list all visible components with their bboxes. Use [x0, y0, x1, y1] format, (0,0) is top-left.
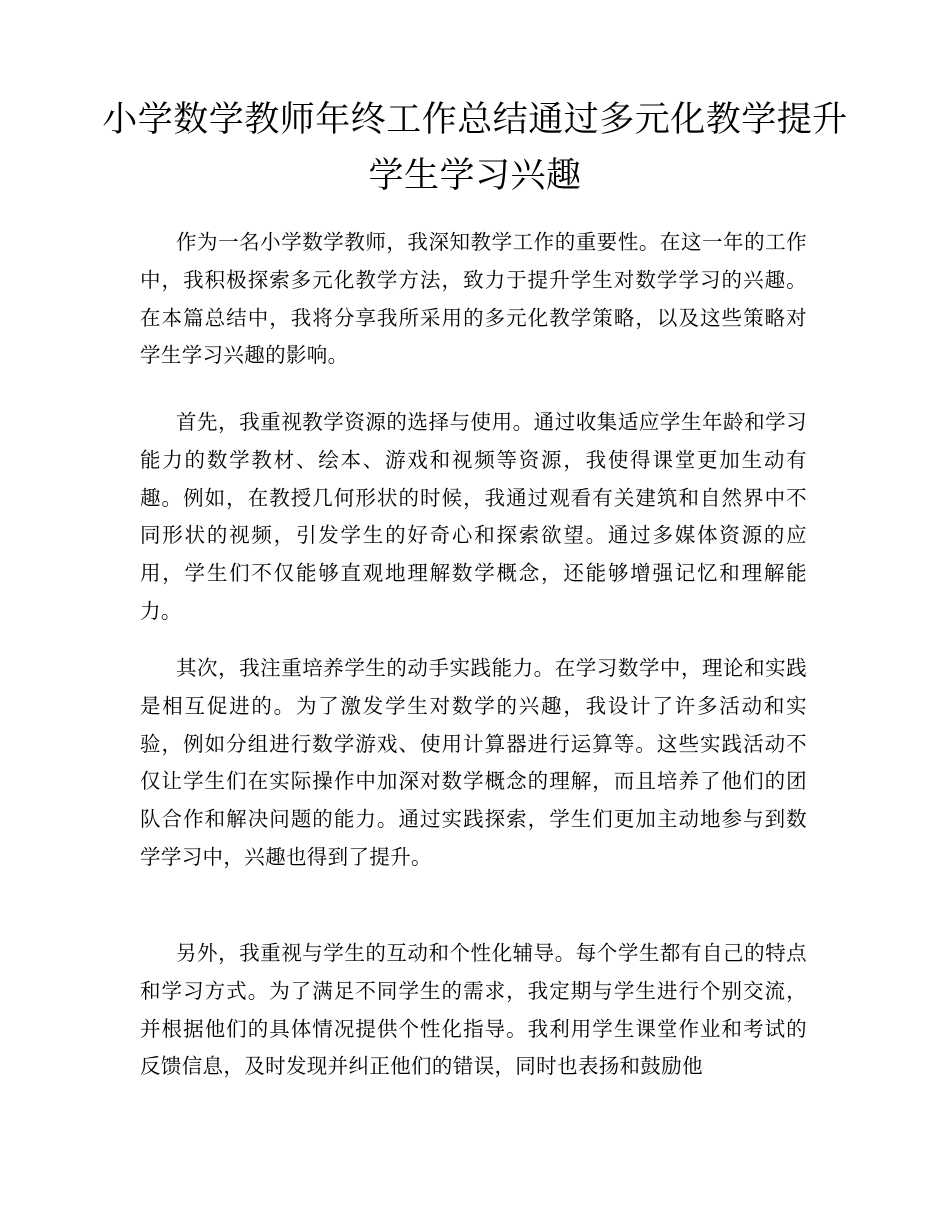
- paragraph-individual-tutoring: 另外，我重视与学生的互动和个性化辅导。每个学生都有自己的特点和学习方式。为了满足不同学生的需求，我定期与学生进行个别交流，并根据他们的具体情况提供个性化指导。我利用学生课堂作业和考试的反馈信息，及时发现并纠正他们的错误，同时也表扬和鼓励他: [140, 941, 807, 1079]
- document-title: 小学数学教师年终工作总结通过多元化教学提升学生学习兴趣: [102, 100, 848, 196]
- paragraph-hands-on-practice: 其次，我注重培养学生的动手实践能力。在学习数学中，理论和实践是相互促进的。为了激发学生对数学的兴趣，我设计了许多活动和实验，例如分组进行数学游戏、使用计算器进行运算等。这些实践活动不仅让学生们在实际操作中加深对数学概念的理解，而且培养了他们的团队合作和解决问题的能力。通过实践探索，学生们更加主动地参与到数学学习中，兴趣也得到了提升。: [140, 656, 807, 869]
- paragraph-teaching-resources: 首先，我重视教学资源的选择与使用。通过收集适应学生年龄和学习能力的数学教材、绘本、游戏和视频等资源，我使得课堂更加生动有趣。例如，在教授几何形状的时候，我通过观看有关建筑和自然界中不同形状的视频，引发学生的好奇心和探索欲望。通过多媒体资源的应用，学生们不仅能够直观地理解数学概念，还能够增强记忆和理解能力。: [140, 410, 807, 623]
- paragraph-intro: 作为一名小学数学教师，我深知教学工作的重要性。在这一年的工作中，我积极探索多元化教学方法，致力于提升学生对数学学习的兴趣。在本篇总结中，我将分享我所采用的多元化教学策略，以及这些策略对学生学习兴趣的影响。: [140, 230, 807, 368]
